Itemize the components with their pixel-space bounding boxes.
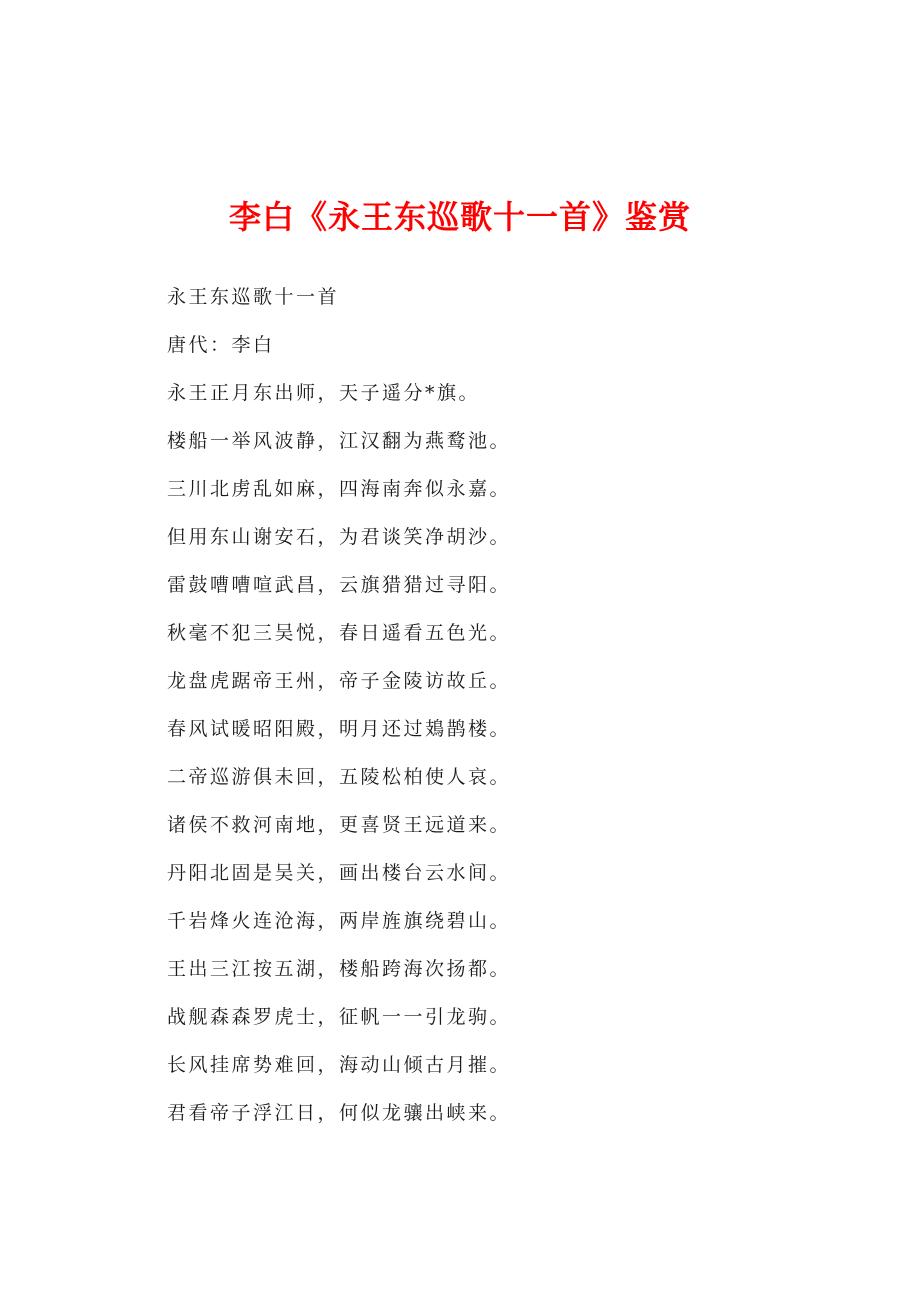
verse-line: 楼船一举风波静，江汉翻为燕鹜池。	[167, 430, 512, 452]
verse-line: 长风挂席势难回，海动山倾古月摧。	[167, 1054, 512, 1076]
verse-line: 诸侯不救河南地，更喜贤王远道来。	[167, 814, 512, 836]
verse-line: 战舰森森罗虎士，征帆一一引龙驹。	[167, 1006, 512, 1028]
author-line: 唐代：李白	[167, 334, 275, 356]
verse-line: 秋毫不犯三吴悦，春日遥看五色光。	[167, 622, 512, 644]
verse-line: 三川北虏乱如麻，四海南奔似永嘉。	[167, 478, 512, 500]
verse-line: 永王正月东出师，天子遥分*旗。	[167, 382, 481, 404]
verse-line: 丹阳北固是吴关，画出楼台云水间。	[167, 862, 512, 884]
poem-body	[167, 276, 867, 1140]
verse-line: 雷鼓嘈嘈喧武昌，云旗猎猎过寻阳。	[167, 574, 512, 596]
verse-line: 千岩烽火连沧海，两岸旌旗绕碧山。	[167, 910, 512, 932]
document-title: 李白《永王东巡歌十一首》鉴赏	[228, 198, 691, 236]
verse-line: 二帝巡游俱未回，五陵松柏使人哀。	[167, 766, 512, 788]
verse-line: 龙盘虎踞帝王州，帝子金陵访故丘。	[167, 670, 512, 692]
verse-line: 春风试暖昭阳殿，明月还过鳷鹊楼。	[167, 718, 512, 740]
poem-title: 永王东巡歌十一首	[167, 286, 340, 308]
verse-line: 君看帝子浮江日，何似龙骧出峡来。	[167, 1102, 512, 1124]
verse-line: 但用东山谢安石，为君谈笑净胡沙。	[167, 526, 512, 548]
verse-line: 王出三江按五湖，楼船跨海次扬都。	[167, 958, 512, 980]
